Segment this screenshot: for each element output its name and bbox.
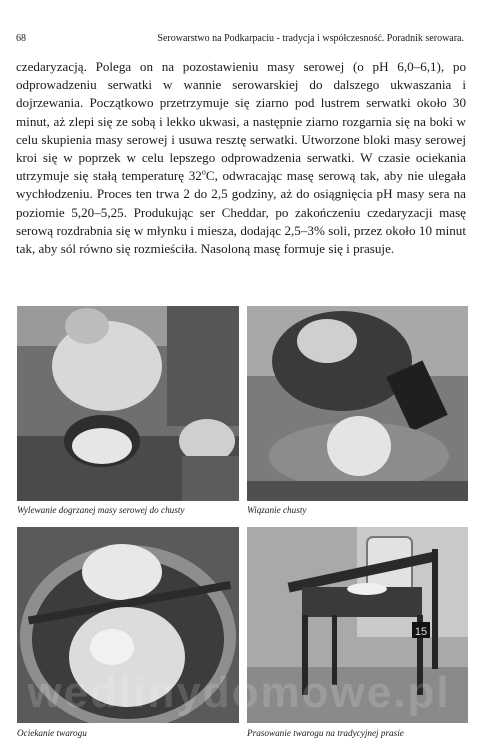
page-number: 68 xyxy=(16,33,26,44)
body-text-part-1: czedaryzacją. Polega on na pozostawieniu masy serowej (o pH 6,0–6,1), po odprowadzeniu serwatki w wannie serowarskiej do dalszego ukwaszania i dojrzewania. Początkowo przetrzymuje się ziarno pod lustrem serwatki około 30 minut, aż zlepi się ze sobą i lekko ukwasi, a następnie ziarno rozgarnia się na boki w celu skupienia masy serowej i usuwa resztę serwatki. Utworzone bloki masy serowej kroi się w poprzek w celu lepszego odprowadzenia serwatki. W czasie ociekania utrzymuje się stałą temperaturę 32 xyxy=(16,59,466,184)
photo-pressing-curd xyxy=(247,527,468,723)
photo-pouring-curd xyxy=(17,306,239,501)
figure-caption: Wiązanie chusty xyxy=(247,505,307,515)
figure-caption: Prasowanie twarogu na tradycyjnej prasie xyxy=(247,728,404,738)
body-text-part-2: C, odwracając masę serową tak, aby nie ulegała wychłodzeniu. Proces ten trwa 2 do 2,5 godziny, aż do osiągnięcia pH masy sera na poziomie 5,20–5,25. Produkując ser Cheddar, po zakończeniu czedaryzacji masę serową rozdrabnia się w młynku i miesza, dodając 2,5–3% soli, przez około 10 minut tak, aby sól równo się rozmieściła. Nasoloną masę formuje się i prasuje. xyxy=(16,168,466,257)
body-paragraph xyxy=(16,58,466,258)
running-header xyxy=(16,32,464,46)
photo-draining-curd xyxy=(17,527,239,723)
figure-draining-curd xyxy=(17,527,239,745)
figure-pouring-curd xyxy=(17,306,239,516)
figure-pressing-curd xyxy=(247,527,468,745)
photo-tying-cloth xyxy=(247,306,468,501)
figure-tying-cloth xyxy=(247,306,468,516)
figure-caption: Wylewanie dogrzanej masy serowej do chusty xyxy=(17,505,185,515)
running-title: Serowarstwo na Podkarpaciu - tradycja i współczesność. Poradnik serowara. xyxy=(157,33,464,44)
degree-superscript: o xyxy=(201,167,206,177)
press-number-tag: 15 xyxy=(414,626,428,638)
watermark: wedlinydomowe.pl xyxy=(27,668,451,717)
figure-caption: Ociekanie twarogu xyxy=(17,728,87,738)
